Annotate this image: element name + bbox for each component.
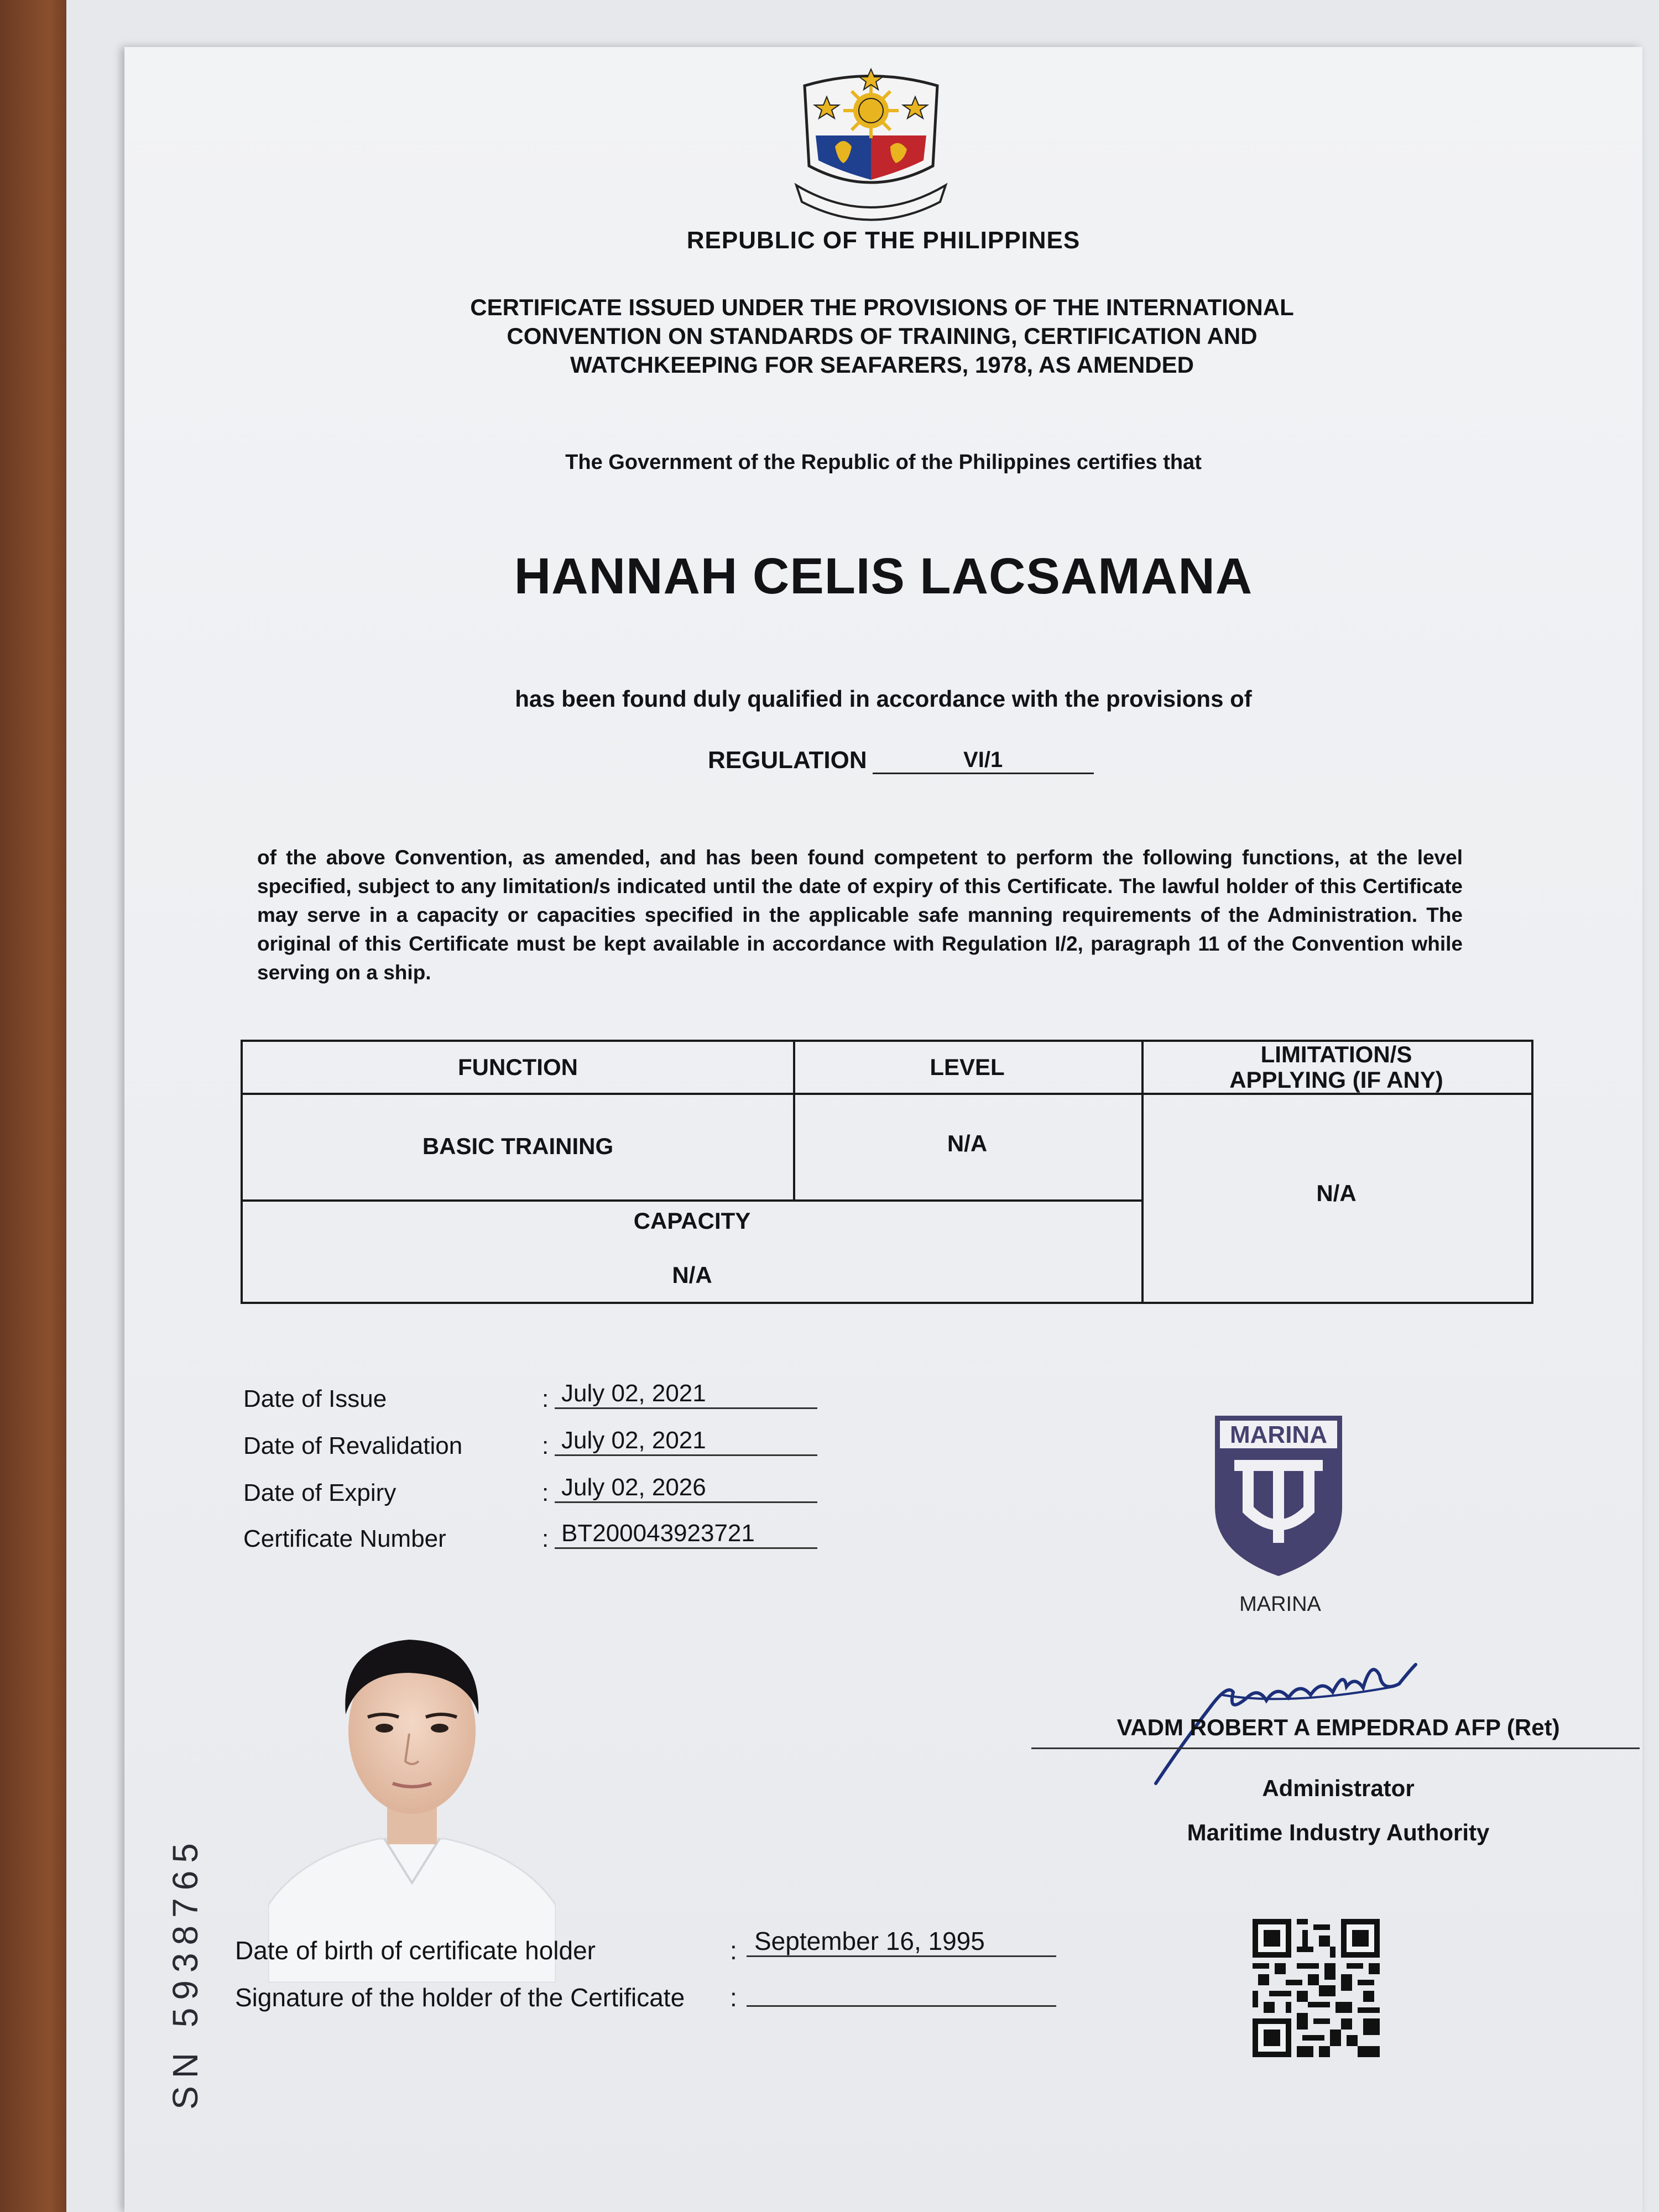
holder-signature-label: Signature of the holder of the Certificate <box>235 1983 685 2012</box>
date-of-issue-value: July 02, 2021 <box>555 1380 817 1409</box>
certificate-sheet <box>124 47 1642 2212</box>
colon: : <box>542 1432 549 1459</box>
holder-name: HANNAH CELIS LACSAMANA <box>514 548 1253 604</box>
convention-body-text: of the above Convention, as amended, and has been found competent to perform the following functions, at the level specified, subject to any limitation/s indicated until the date of expiry of this Certificate. The lawful holder of this Certificate may serve in a capacity or capacities specified in the applicable safe manning requirements of the Administration. The original of this Certificate must be kept available in accordance with Regulation I/2, paragraph 11 of the Convention while serving on a ship. <box>257 846 1463 984</box>
title-line: CONVENTION ON STANDARDS OF TRAINING, CERTIFICATION AND <box>507 323 1258 349</box>
limitation-header <box>1141 1042 1531 1093</box>
holder-photo <box>268 1595 556 1983</box>
regulation-label: REGULATION <box>708 747 867 774</box>
holder-signature-value <box>747 1976 1056 2007</box>
limitation-value: N/A <box>1316 1180 1357 1206</box>
dob-value: September 16, 1995 <box>747 1926 1056 1957</box>
qr-code-icon <box>1253 1919 1380 2057</box>
regulation-row <box>708 747 1094 774</box>
limitation-header-line: APPLYING (IF ANY) <box>1229 1067 1443 1093</box>
title-line: WATCHKEEPING FOR SEAFARERS, 1978, AS AMENDED <box>570 352 1194 378</box>
table-divider <box>243 1093 1531 1095</box>
administrator-organization: Maritime Industry Authority <box>1187 1819 1490 1845</box>
certifies-statement: The Government of the Republic of the Philippines certifies that <box>565 451 1202 474</box>
level-value: N/A <box>947 1130 988 1156</box>
function-header: FUNCTION <box>458 1054 578 1080</box>
date-of-expiry-value: July 02, 2026 <box>555 1474 817 1503</box>
date-of-issue-label: Date of Issue <box>243 1385 387 1412</box>
serial-number: SN 5938765 <box>165 1835 205 2110</box>
title-line: CERTIFICATE ISSUED UNDER THE PROVISIONS OF THE INTERNATIONAL <box>470 294 1294 320</box>
colon: : <box>730 1936 737 1965</box>
country-name: REPUBLIC OF THE PHILIPPINES <box>686 227 1081 254</box>
colon: : <box>542 1525 549 1552</box>
function-table <box>241 1040 1533 1304</box>
marina-badge-text: MARINA <box>1230 1421 1327 1448</box>
administrator-name: VADM ROBERT A EMPEDRAD AFP (Ret) <box>1117 1714 1560 1740</box>
dob-label: Date of birth of certificate holder <box>235 1936 596 1965</box>
administrator-title: Administrator <box>1262 1775 1415 1801</box>
marina-logo-icon <box>1212 1413 1345 1579</box>
level-header: LEVEL <box>930 1054 1005 1080</box>
certificate-number-value: BT200043923721 <box>555 1520 817 1549</box>
qualified-statement: has been found duly qualified in accordance with the provisions of <box>515 686 1252 712</box>
capacity-header: CAPACITY <box>633 1208 751 1234</box>
function-value: BASIC TRAINING <box>422 1133 614 1159</box>
date-of-expiry-label: Date of Expiry <box>243 1479 397 1506</box>
colon: : <box>542 1479 549 1506</box>
regulation-value: VI/1 <box>873 748 1094 774</box>
certificate-title <box>357 293 1407 379</box>
colon: : <box>730 1983 737 2012</box>
marina-caption: MARINA <box>1239 1593 1321 1616</box>
philippine-seal-icon <box>788 64 954 224</box>
signature-line <box>1031 1747 1640 1749</box>
capacity-value: N/A <box>672 1262 712 1288</box>
date-of-revalidation-value: July 02, 2021 <box>555 1427 817 1456</box>
limitation-header-line: LIMITATION/S <box>1260 1041 1412 1067</box>
table-divider <box>243 1199 1141 1202</box>
date-of-revalidation-label: Date of Revalidation <box>243 1432 463 1459</box>
colon: : <box>542 1385 549 1412</box>
certificate-number-label: Certificate Number <box>243 1525 446 1552</box>
